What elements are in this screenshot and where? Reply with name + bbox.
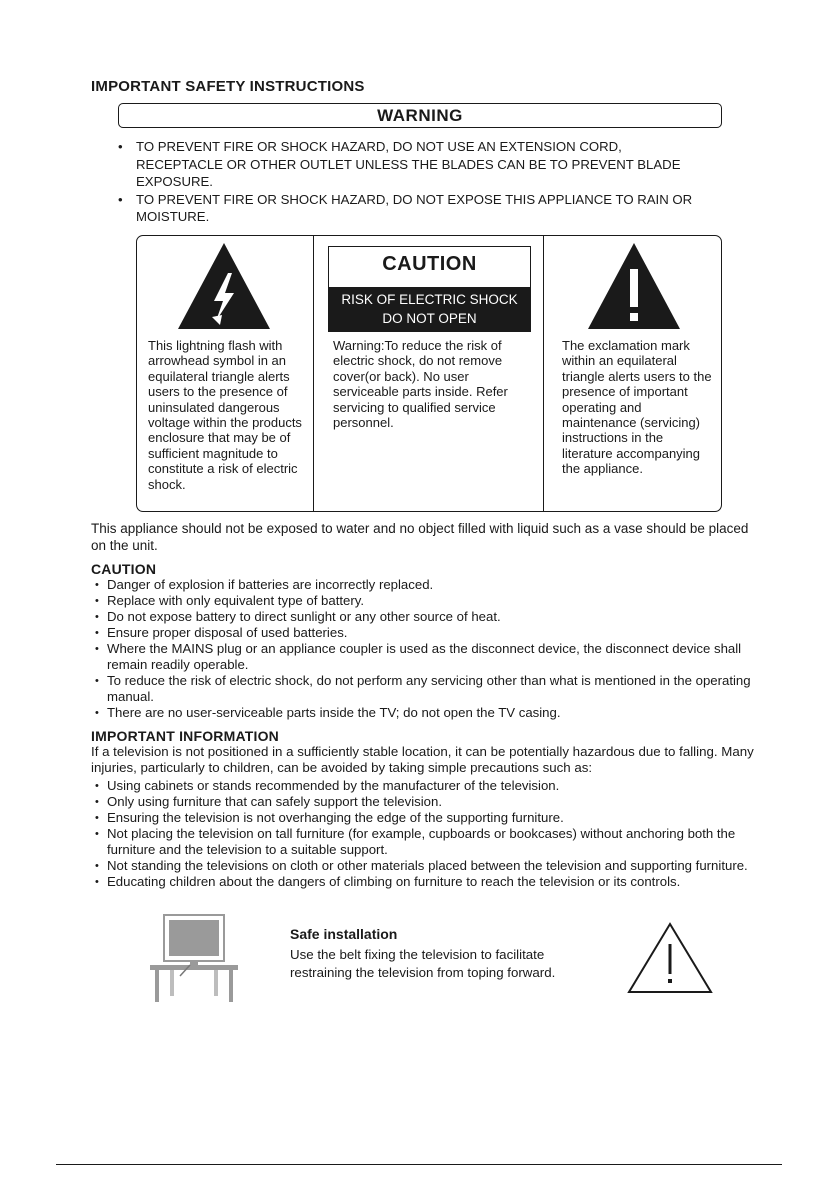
list-item: • There are no user-serviceable parts inside the TV; do not open the TV casing. (91, 705, 761, 721)
list-item: • To reduce the risk of electric shock, do not perform any servicing other than what is mentioned in the operating manual. (91, 673, 761, 705)
caution-label-panel (328, 246, 531, 332)
important-list (91, 778, 761, 890)
safe-install-heading: Safe installation (290, 926, 398, 942)
list-item: • Educating children about the dangers of climbing on furniture to reach the television or its controls. (91, 874, 761, 890)
caution-title: CAUTION (382, 253, 477, 275)
warning-list (118, 138, 698, 226)
warning-item: • TO PREVENT FIRE OR SHOCK HAZARD, DO NOT EXPOSE THIS APPLIANCE TO RAIN OR MOISTURE. (118, 191, 698, 226)
list-item: • Ensure proper disposal of used batteries. (91, 625, 761, 641)
warning-banner (118, 103, 722, 128)
list-item: • Do not expose battery to direct sunlight or any other source of heat. (91, 609, 761, 625)
list-item: • Using cabinets or stands recommended by the manufacturer of the television. (91, 778, 761, 794)
lightning-description: This lightning flash with arrowhead symbol in an equilateral triangle alerts users to the presence of uninsulated dangerous voltage within the products enclosure that may be of sufficient magnitude to constitute a risk of electric shock. (148, 338, 302, 492)
list-item: • Danger of explosion if batteries are incorrectly replaced. (91, 577, 761, 593)
exclamation-warning-icon (627, 922, 713, 994)
exclamation-triangle-icon (586, 241, 682, 331)
lightning-triangle-icon (176, 241, 272, 331)
list-item: • Only using furniture that can safely support the television. (91, 794, 761, 810)
divider (543, 236, 544, 511)
list-item: • Not placing the television on tall furniture (for example, cupboards or bookcases) without anchoring both the furniture and the television to a suitable support. (91, 826, 761, 858)
caution-line-2: DO NOT OPEN (382, 311, 477, 326)
caution-line-1: RISK OF ELECTRIC SHOCK (341, 292, 518, 307)
page-title: IMPORTANT SAFETY INSTRUCTIONS (91, 78, 365, 95)
safe-install-text: Use the belt fixing the television to facilitate restraining the television from toping forward. (290, 947, 556, 980)
caution-band (329, 287, 530, 331)
appliance-note: This appliance should not be exposed to water and no object filled with liquid such as a vase should be placed on the unit. (91, 521, 749, 553)
warning-label: WARNING (377, 106, 463, 125)
exclamation-description: The exclamation mark within an equilateral triangle alerts users to the presence of important operating and maintenance (servicing) instructions in the literature accompanying the appliance. (562, 338, 712, 477)
caution-list (91, 577, 761, 721)
caution-description: Warning:To reduce the risk of electric shock, do not remove cover(or back). No user serviceable parts inside. Refer servicing to qualified service personnel. (333, 338, 508, 431)
list-item: • Not standing the televisions on cloth or other materials placed between the television and supporting furniture. (91, 858, 761, 874)
footer-rule (56, 1164, 782, 1165)
important-intro: If a television is not positioned in a sufficiently stable location, it can be potentially hazardous due to falling. Many injuries, particularly to children, can be avoided by taking simple precautions such as: (91, 744, 754, 776)
caution-heading: CAUTION (91, 561, 157, 577)
list-item: • Ensuring the television is not overhanging the edge of the supporting furniture. (91, 810, 761, 826)
list-item: • Replace with only equivalent type of battery. (91, 593, 761, 609)
tv-on-table-icon (150, 914, 240, 1002)
important-heading: IMPORTANT INFORMATION (91, 728, 279, 744)
list-item: • Where the MAINS plug or an appliance coupler is used as the disconnect device, the disconnect device shall remain readily operable. (91, 641, 761, 673)
warning-item: • TO PREVENT FIRE OR SHOCK HAZARD, DO NOT USE AN EXTENSION CORD, RECEPTACLE OR OTHER OUTLET UNLESS THE BLADES CAN BE TO PREVENT BLADE EXPOSURE. (118, 138, 698, 191)
divider (313, 236, 314, 511)
